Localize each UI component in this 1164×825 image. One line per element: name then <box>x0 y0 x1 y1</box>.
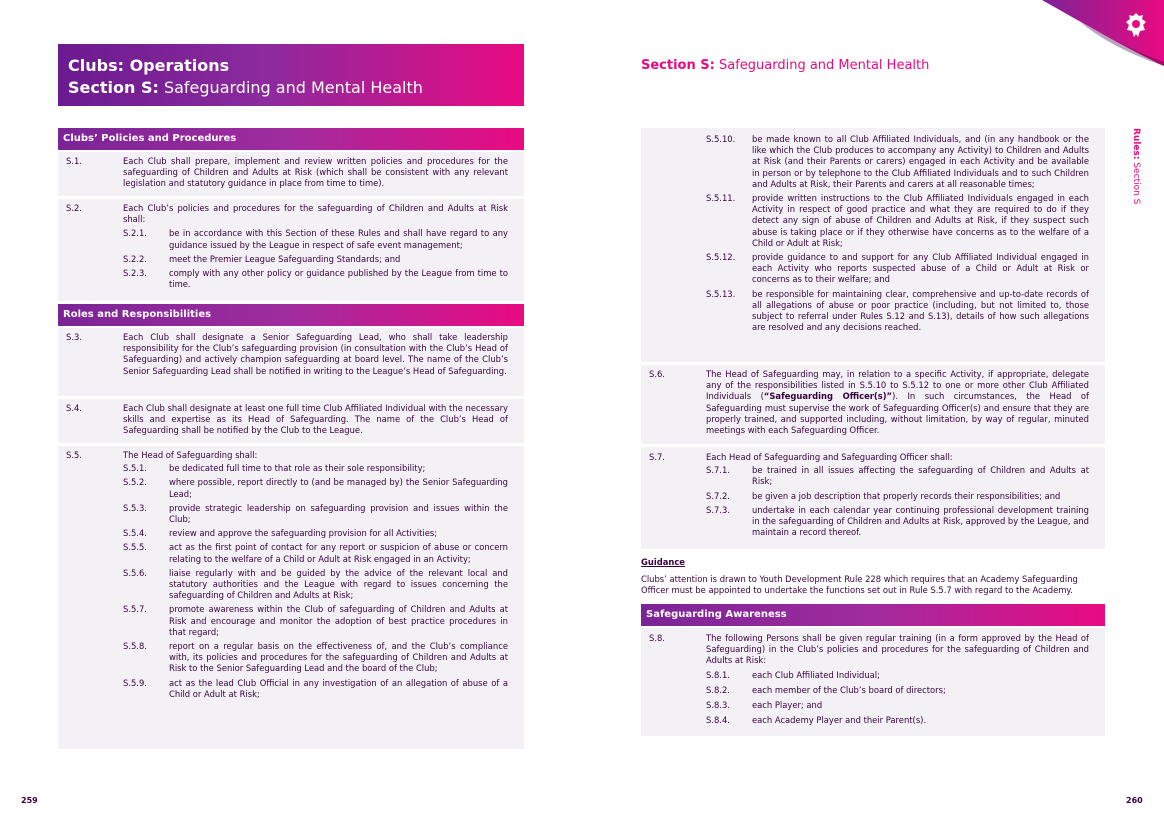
section-header-roles: Roles and Responsibilities <box>58 304 524 326</box>
page-number-left: 259 <box>21 796 38 805</box>
right-page-title: Section S: Safeguarding and Mental Health <box>641 58 930 73</box>
rule-block-s1: S.1. Each Club shall prepare, implement and review written policies and procedures for the safeguarding of Children and Adults at Risk (which shall be consistent with any relevant legislation and statutory guidance in place from time to time). <box>58 152 524 196</box>
side-tab-label: Rules: Section S <box>1131 128 1141 205</box>
rule-block-s2: S.2. Each Club’s policies and procedures for the safeguarding of Children and Adults at Risk shall: S.2.1. be in accordance with this Section of these Rules and shall have regard to any guidance issued by the League in respect of safe event management; S.2.2. meet the Premier League Safeguarding Standards; and S.2.3. comply with any other policy or guidance published by the League from time to time. <box>58 199 524 301</box>
page-subtitle: Section S: Safeguarding and Mental Health <box>68 78 423 97</box>
lion-crest-icon <box>1124 12 1148 40</box>
left-page-title-banner <box>58 44 524 106</box>
rule-block-s7: S.7. Each Head of Safeguarding and Safeguarding Officer shall: S.7.1. be trained in all issues affecting the safeguarding of Children and Adults at Risk; S.7.2. be given a job description that properly records their responsibilities; and S.7.3. undertake in each calendar year continuing professional development training in the safeguarding of Children and Adults at Risk, approved by the League, and maintain a record thereof. <box>641 447 1105 549</box>
rule-block-s3: S.3. Each Club shall designate a Senior Safeguarding Lead, who shall take leadership responsibility for the Club’s safeguarding provision (in consultation with the Club’s Head of Safeguarding) and actively champion safeguarding at board level. The name of the Club’s Senior Safeguarding Lead shall be notified in writing to the League’s Head of Safeguarding. <box>58 328 524 396</box>
guidance-heading: Guidance <box>641 557 685 567</box>
section-header-awareness: Safeguarding Awareness <box>641 604 1105 626</box>
rule-block-s4: S.4. Each Club shall designate at least one full time Club Affiliated Individual with the necessary skills and expertise as its Head of Safeguarding. The name of the Club’s Head of Safeguarding shall be notified by the Club to the League. <box>58 399 524 443</box>
guidance-text: Clubs’ attention is drawn to Youth Development Rule 228 which requires that an Academy Safeguarding Officer must be appointed to undertake the functions set out in Rule S.5.7 with regard to the Academy. <box>641 574 1078 596</box>
rule-block-s6: S.6. The Head of Safeguarding may, in relation to a specific Activity, if appropriate, delegate any of the responsibilities listed in S.5.10 to S.5.12 to one or more other Club Affiliated Individuals (“Safeguarding Officer(s)”). In such circumstances, the Head of Safeguarding must supervise the work of Safeguarding Officer(s) and ensure that they are properly trained, and supported including, without limitation, by way of regular, minuted meetings with each Safeguarding Officer. <box>641 365 1105 444</box>
rule-block-s5-cont: S.5.10. be made known to all Club Affiliated Individuals, and (in any handbook or the like which the Club produces to accompany any Activity) to Children and Adults at Risk (and their Parents or carers) engaged in each Activity and be available in person or by telephone to the Club Affiliated Individuals and to such Children and Adults at Risk, their Parents and carers at all reasonable times; S.5.11. provide written instructions to the Club Affiliated Individuals engaged in each Activity in respect of good practice and what they are required to do if they detect any sign of abuse of Children and Adults at Risk, if they suspect such abuse is taking place or if they otherwise have concerns as to the welfare of a Child or Adult at Risk; S.5.12. provide guidance to and support for any Club Affiliated Individual engaged in each Activity who reports suspected abuse of a Child or Adult at Risk or concerns as to their welfare; and S.5.13. be responsible for maintaining clear, comprehensive and up-to-date records of all allegations of abuse or poor practice (including, but not limited to, those subject to referral under Rules S.12 and S.13), details of how such allegations are resolved and any decisions reached. <box>641 128 1105 362</box>
page-number-right: 260 <box>1126 796 1143 805</box>
page-title: Clubs: Operations <box>68 56 230 75</box>
section-header-policies: Clubs’ Policies and Procedures <box>58 128 524 150</box>
rule-block-s8: S.8. The following Persons shall be given regular training (in a form approved by the Head of Safeguarding) in the Club’s policies and procedures for the safeguarding of Children and Adults at Risk: S.8.1. each Club Affiliated Individual; S.8.2. each member of the Club’s board of directors; S.8.3. each Player; and S.8.4. each Academy Player and their Parent(s). <box>641 628 1105 736</box>
rule-block-s5: S.5. The Head of Safeguarding shall: S.5.1. be dedicated full time to that role as their sole responsibility; S.5.2. where possible, report directly to (and be managed by) the Senior Safeguarding Lead; S.5.3. provide strategic leadership on safeguarding provision and issues within the Club; S.5.4. review and approve the safeguarding provision for all Activities; S.5.5. act as the first point of contact for any report or suspicion of abuse or concern relating to the welfare of a Child or Adult at Risk engaged in an Activity; S.5.6. liaise regularly with and be guided by the advice of the relevant local and statutory authorities and the League with regard to issues concerning the safeguarding of Children and Adults at Risk; S.5.7. promote awareness within the Club of safeguarding of Children and Adults at Risk and encourage and monitor the adoption of best practice procedures in that regard; S.5.8. report on a regular basis on the effectiveness of, and the Club’s compliance with, its policies and procedures for the safeguarding of Children and Adults at Risk to the Senior Safeguarding Lead and the board of the Club; S.5.9. act as the lead Club Official in any investigation of an allegation of abuse of a Child or Adult at Risk; <box>58 446 524 749</box>
